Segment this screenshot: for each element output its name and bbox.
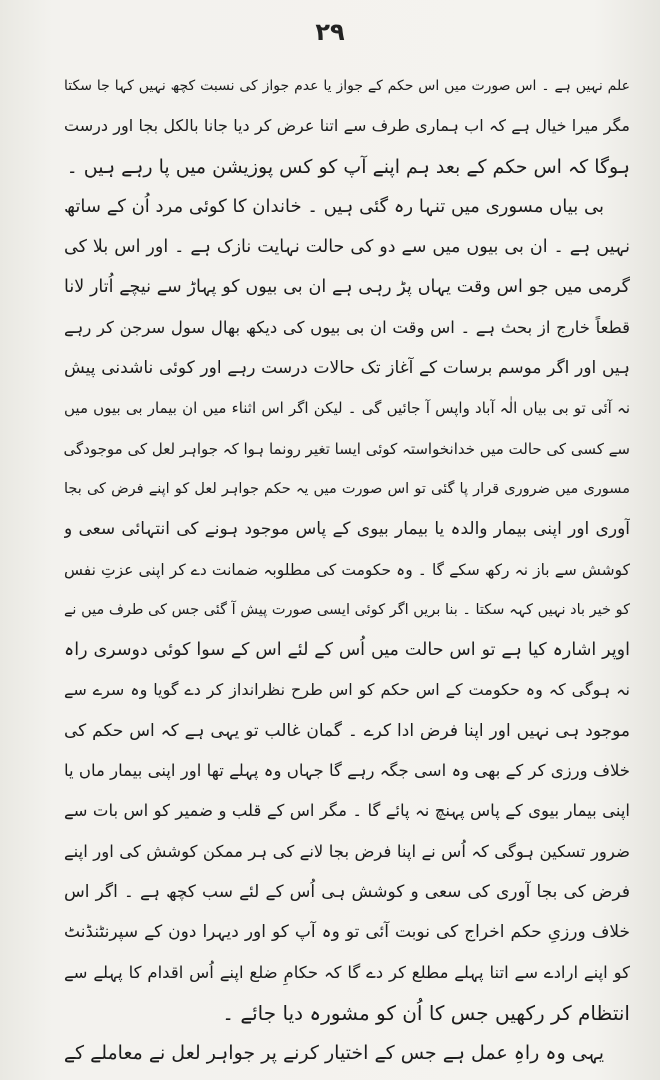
text-line: کو خیر باد نہیں کہہ سکتا ۔ بنا بریں اگر کوئی ایسی صورت پیش آ گئی جس کی طرف میں نے bbox=[64, 601, 630, 618]
text-line: موجود ہی نہیں اور اپنا فرض ادا کرے ۔ گمان غالب تو یہی ہے کہ اس حکم کی bbox=[64, 720, 630, 741]
text-line: خلاف ورزیِ حکم اخراج کی نوبت آئی تو وہ آپ کو اور دیہرا دون کے سپرنٹنڈنٹ bbox=[64, 922, 630, 943]
text-line: مسوری میں ضروری قرار پا گئی تو اس صورت میں یہ حکم جواہر لعل کو اپنے فرض کی بجا bbox=[64, 480, 630, 497]
text-line: ہوگا کہ اس حکم کے بعد ہم اپنے آپ کو کس پوزیشن میں پا رہے ہیں ۔ bbox=[66, 155, 630, 178]
text-line: سے کسی کی حالت میں خدانخواستہ کوئی ایسا تغیر رونما ہوا کہ جواہر لعل کی موجودگی bbox=[64, 439, 630, 458]
text-line: فرض کی بجا آوری کی سعی و کوشش ہی اُس کے لئے سب کچھ ہے ۔ اگر اس bbox=[64, 881, 630, 902]
text-line: ہیں اور اگر موسم برسات کے آغاز تک حالات درست رہے اور کوئی ناشدنی پیش bbox=[64, 358, 630, 379]
page-number: ۲۹ bbox=[315, 18, 345, 46]
text-line: ضرور تسکین ہوگی کہ اُس نے اپنا فرض بجا لانے کی ہر ممکن کوشش کی اور اپنے bbox=[64, 841, 630, 861]
text-line: انتظام کر رکھیں جس کا اُن کو مشورہ دیا جائے ۔ bbox=[222, 1000, 630, 1025]
text-line: اوپر اشارہ کیا ہے تو اس حالت میں اُس کے لئے اس کے سوا کوئی دوسری راہ bbox=[64, 640, 630, 661]
text-line: علم نہیں ہے ۔ اس صورت میں اس حکم کے جواز یا عدم جواز کی نسبت کچھ نہیں کہا جا سکتا bbox=[64, 78, 630, 94]
text-line: قطعاً خارج از بحث ہے ۔ اس وقت ان بی بیوں کی دیکھ بھال سول سرجن کر رہے bbox=[64, 317, 630, 337]
text-line: مگر میرا خیال ہے کہ اب ہماری طرف سے اتنا عرض کر دیا جانا بالکل بجا اور درست bbox=[64, 116, 630, 136]
text-line: گرمی میں جو اس وقت یہاں پڑ رہی ہے ان بی بیوں کو پہاڑ سے نیچے اُتار لانا bbox=[64, 277, 630, 298]
text-line: آوری اور اپنی بیمار والدہ یا بیمار بیوی کے پاس موجود ہونے کی انتہائی سعی و bbox=[64, 519, 630, 540]
body-text bbox=[64, 66, 630, 1073]
text-line: نہ آئی تو بی بیاں الٰہ آباد واپس آ جائیں گی ۔ لیکن اگر اس اثناء میں ان بیمار بی بیوں میں bbox=[64, 399, 630, 418]
text-line: کوشش سے باز نہ رکھ سکے گا ۔ وہ حکومت کی مطلوبہ ضمانت دے کر اپنی عزتِ نفس bbox=[64, 560, 630, 579]
text-line: بی بیاں مسوری میں تنہا رہ گئی ہیں ۔ خاندان کا کوئی مرد اُن کے ساتھ bbox=[64, 195, 604, 217]
text-line: نہ ہوگی کہ وہ حکومت کے اس حکم کو اس طرح نظرانداز کر دے گویا وہ سرے سے bbox=[64, 680, 630, 700]
text-line: نہیں ہے ۔ ان بی بیوں میں سے دو کی حالت نہایت نازک ہے ۔ اور اس بلا کی bbox=[64, 237, 630, 258]
text-line: یہی وہ راہِ عمل ہے جس کے اختیار کرنے پر جواہر لعل نے معاملے کے bbox=[64, 1042, 604, 1065]
text-line: کو اپنے ارادے سے اتنا پہلے مطلع کر دے گا کہ حکامِ ضلع اپنے اُس اقدام کا پہلے سے bbox=[64, 962, 630, 982]
text-line: اپنی بیمار بیوی کے پاس پہنچ نہ پائے گا ۔ مگر اس کے قلب و ضمیر کو اس بات سے bbox=[64, 801, 630, 821]
text-line: خلاف ورزی کر کے بھی وہ اسی جگہ رہے گا جہاں وہ پہلے تھا اور اپنی بیمار ماں یا bbox=[64, 761, 630, 781]
